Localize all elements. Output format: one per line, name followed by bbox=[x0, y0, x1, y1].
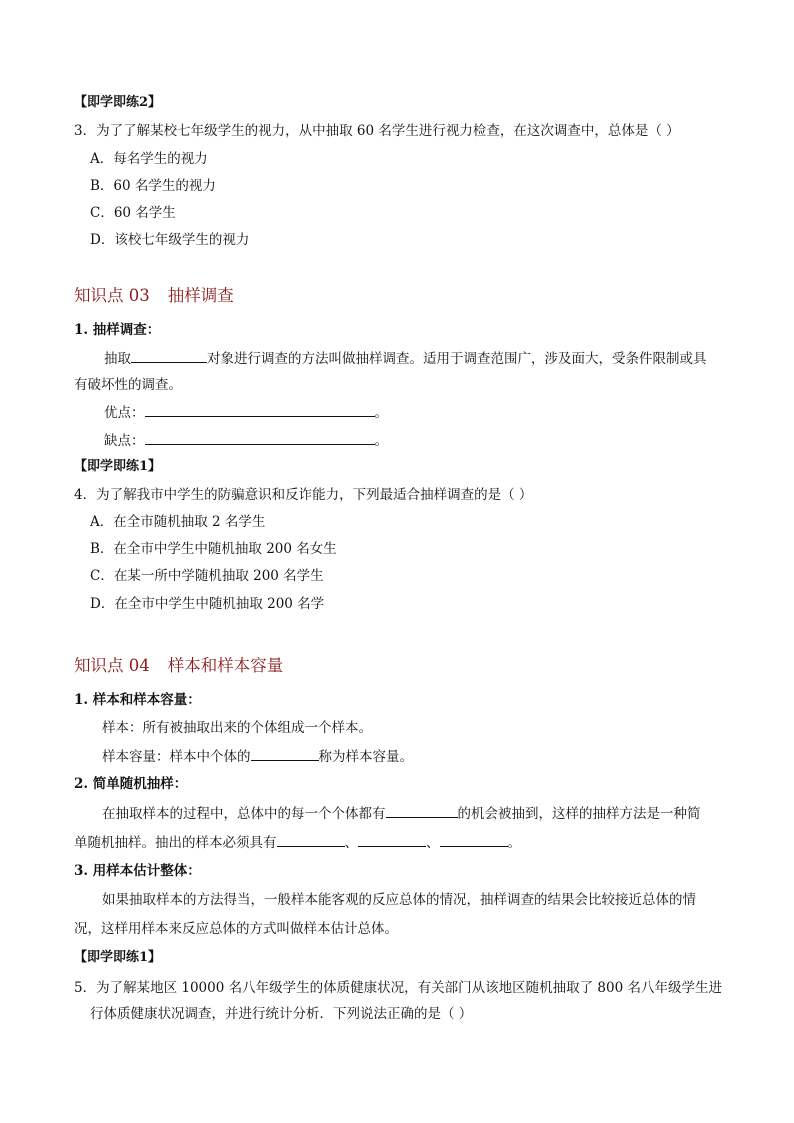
section-04-heading bbox=[74, 655, 283, 677]
srs-blank-3[interactable] bbox=[440, 832, 508, 847]
capacity-blank[interactable] bbox=[251, 746, 319, 761]
question-4-option-b: B．在全市中学生中随机抽取 200 名女生 bbox=[90, 541, 337, 557]
s03-definition-line1 bbox=[104, 348, 707, 369]
srs-text2: 的机会被抽到，这样的抽样方法是一种简 bbox=[457, 806, 701, 822]
s03-def-text1: 抽取 bbox=[104, 351, 131, 367]
srs-blank[interactable] bbox=[386, 803, 458, 818]
question-3-stem: 3．为了了解某校七年级学生的视力，从中抽取 60 名学生进行视力检查，在这次调查中，总体是（ ） bbox=[74, 123, 680, 139]
question-4-option-a: A．在全市随机抽取 2 名学生 bbox=[90, 514, 266, 530]
s04-item1-label: 1. 样本和样本容量： bbox=[74, 692, 201, 708]
s04-srs-line1 bbox=[102, 803, 701, 824]
section-03-number: 知识点 03 bbox=[74, 286, 150, 305]
cons-label: 缺点： bbox=[104, 433, 145, 449]
s04-estimate-line1: 如果抽取样本的方法得当，一般样本能客观的反应总体的情况，抽样调查的结果会比较接近总体的情 bbox=[102, 892, 696, 908]
s04-item2-label: 2. 简单随机抽样： bbox=[74, 776, 188, 792]
question-4-option-c: C．在某一所中学随机抽取 200 名学生 bbox=[90, 568, 324, 584]
srs-blank-2[interactable] bbox=[358, 832, 426, 847]
srs-sep-1: 、 bbox=[344, 835, 358, 851]
practice-label-3: 【即学即练1】 bbox=[74, 950, 162, 965]
section-03-heading bbox=[74, 285, 234, 307]
s03-definition-line2: 有破坏性的调查。 bbox=[74, 377, 182, 393]
srs-blank-1[interactable] bbox=[277, 832, 345, 847]
cons-blank[interactable] bbox=[145, 430, 375, 445]
question-3-option-a: A．每名学生的视力 bbox=[90, 151, 208, 167]
capacity-text2: 称为样本容量。 bbox=[318, 749, 413, 765]
s04-capacity-row bbox=[102, 746, 413, 767]
s04-estimate-line2: 况，这样用样本来反应总体的方式叫做样本估计总体。 bbox=[74, 921, 398, 937]
capacity-text1: 样本容量：样本中个体的 bbox=[102, 749, 251, 765]
s04-srs-line2 bbox=[74, 832, 521, 853]
section-04-number: 知识点 04 bbox=[74, 656, 150, 675]
question-5-line2: 行体质健康状况调查，并进行统计分析．下列说法正确的是（ ） bbox=[90, 1006, 473, 1022]
question-4-option-d: D．在全市中学生中随机抽取 200 名学 bbox=[90, 596, 325, 612]
section-03-title: 抽样调查 bbox=[167, 286, 234, 305]
cons-end: 。 bbox=[374, 433, 388, 449]
s04-sample-definition: 样本：所有被抽取出来的个体组成一个样本。 bbox=[102, 720, 372, 736]
srs-sep-2: 、 bbox=[426, 835, 440, 851]
pros-blank[interactable] bbox=[145, 402, 375, 417]
fill-blank[interactable] bbox=[131, 348, 207, 363]
question-5-line1: 5．为了解某地区 10000 名八年级学生的体质健康状况，有关部门从该地区随机抽取了 800 名八年级学生进 bbox=[74, 980, 722, 996]
s04-item3-label: 3. 用样本估计整体： bbox=[74, 863, 201, 879]
s03-def-text2: 对象进行调查的方法叫做抽样调查。适用于调查范围广，涉及面大，受条件限制或具 bbox=[207, 351, 707, 367]
question-3-option-c: C．60 名学生 bbox=[90, 205, 176, 221]
practice-label-2: 【即学即练1】 bbox=[74, 459, 162, 474]
srs-line2-text: 单随机抽样。抽出的样本必须具有 bbox=[74, 835, 277, 851]
question-3-option-b: B．60 名学生的视力 bbox=[90, 178, 216, 194]
pros-label: 优点： bbox=[104, 405, 145, 421]
question-4-stem: 4．为了解我市中学生的防骗意识和反诈能力，下列最适合抽样调查的是（ ） bbox=[74, 487, 533, 503]
question-3-option-d: D．该校七年级学生的视力 bbox=[90, 232, 250, 248]
pros-end: 。 bbox=[374, 405, 388, 421]
section-04-title: 样本和样本容量 bbox=[167, 656, 284, 675]
srs-text1: 在抽取样本的过程中，总体中的每一个个体都有 bbox=[102, 806, 386, 822]
practice-label: 【即学即练2】 bbox=[74, 95, 162, 110]
srs-end: 。 bbox=[507, 835, 521, 851]
s03-item1-label: 1. 抽样调查： bbox=[74, 322, 161, 338]
s03-cons-row bbox=[104, 430, 388, 451]
s03-pros-row bbox=[104, 402, 388, 423]
